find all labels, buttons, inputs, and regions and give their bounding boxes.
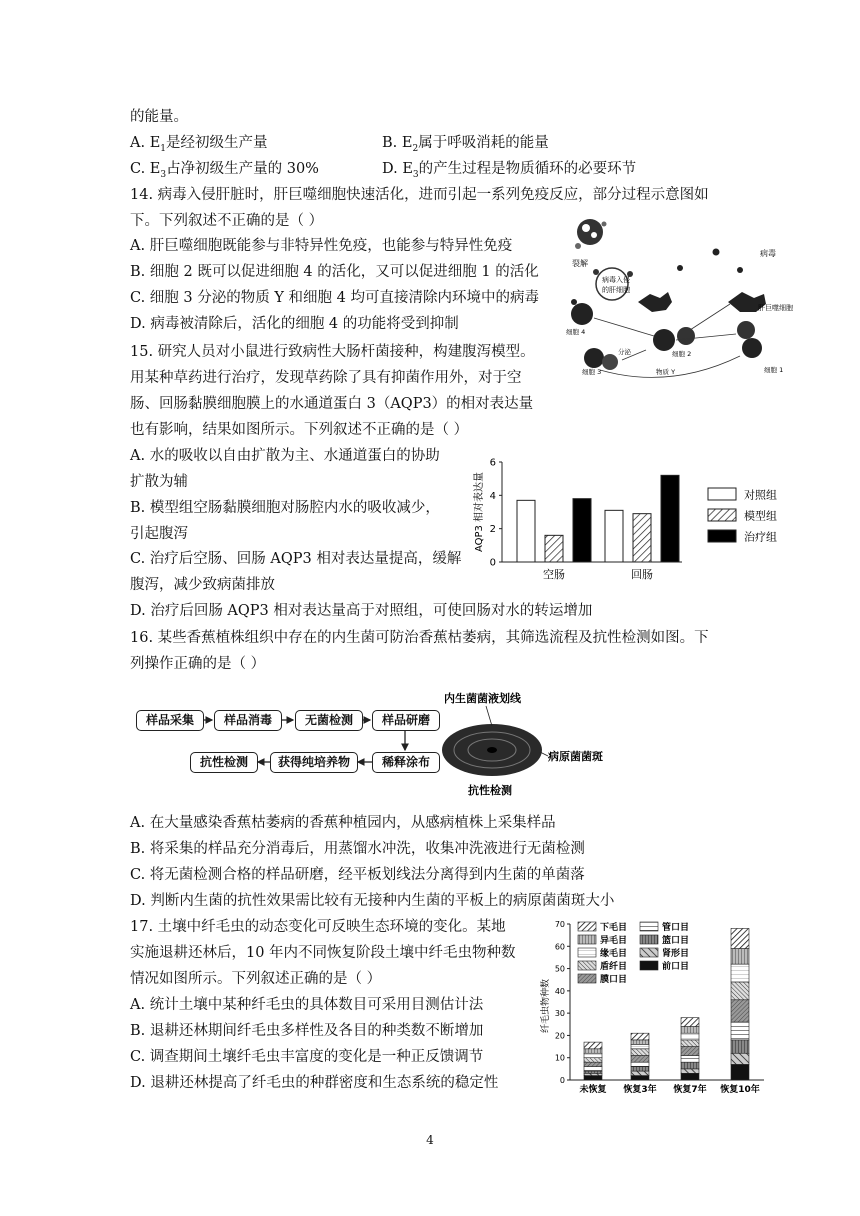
cell-2-icon (653, 329, 675, 351)
q13-stem-tail: 的能量。 (130, 109, 188, 125)
label-infected-1: 病毒入侵 (602, 276, 630, 284)
bar-segment-膜口目-恢复3年 (631, 1055, 649, 1062)
label-cell-1: 细胞 1 (764, 366, 784, 374)
y-tick-label: 4 (489, 490, 496, 502)
y-tick-label: 20 (554, 1031, 565, 1041)
flow-step-dilution-spread: 稀释涂布 (372, 752, 440, 773)
bar-segment-异毛目-未恢复 (584, 1049, 602, 1053)
bar-segment-下毛目-恢复10年 (731, 928, 749, 948)
label-lyse: 裂解 (572, 259, 588, 268)
y-axis-label: 纤毛虫物种数 (541, 978, 551, 1034)
flow-step-sterility-test: 无菌检测 (295, 710, 363, 731)
q14-option-b: B. 细胞 2 既可以促进细胞 4 的活化，又可以促进细胞 1 的活化 (130, 264, 539, 280)
legend-swatch (578, 961, 596, 970)
bar-对照组-回肠 (605, 510, 623, 562)
bar-segment-膜口目-未恢复 (584, 1062, 602, 1066)
bar-segment-下毛目-恢复3年 (631, 1033, 649, 1040)
y-tick-label: 60 (554, 942, 565, 952)
q17-option-c: C. 调查期间土壤纤毛虫丰富度的变化是一种正反馈调节 (130, 1049, 484, 1065)
bar-segment-异毛目-恢复10年 (731, 949, 749, 965)
bar-segment-肾形目-恢复7年 (681, 1069, 699, 1073)
legend-swatch (640, 922, 658, 931)
q16-option-c: C. 将无菌检测合格的样品研磨，经平板划线法分离得到内生菌的单菌落 (130, 867, 585, 883)
page-number: 4 (426, 1133, 434, 1147)
bar-segment-缘毛目-恢复10年 (731, 964, 749, 982)
q17-stem-line1: 17. 土壤中纤毛虫的动态变化可反映生态环境的变化。某地 (130, 919, 506, 935)
cell-1-icon (737, 321, 755, 339)
immune-response-diagram (560, 210, 800, 382)
infected-liver-cell-icon (593, 268, 633, 300)
bar-segment-前口目-未恢复 (584, 1076, 602, 1080)
dish-label-streak: 内生菌菌液划线 (444, 692, 521, 705)
bar-模型组-空肠 (545, 535, 563, 562)
q16-stem-line1: 16. 某些香蕉植株组织中存在的内生菌可防治香蕉枯萎病，其筛选流程及抗性检测如图。下 (130, 630, 709, 646)
label-cell-3: 细胞 3 (582, 368, 602, 376)
y-tick-label: 2 (489, 524, 496, 536)
label-secrete: 分泌 (618, 348, 631, 356)
y-tick-label: 30 (554, 1009, 565, 1019)
legend-swatch (708, 509, 736, 521)
x-category-label: 空肠 (543, 568, 565, 581)
legend-swatch (640, 961, 658, 970)
legend-label: 篮口目 (662, 936, 690, 946)
bar-模型组-回肠 (633, 514, 651, 562)
x-category-label: 回肠 (631, 568, 653, 581)
q14-option-a: A. 肝巨噬细胞既能参与非特异性免疫，也能参与特异性免疫 (130, 238, 513, 254)
q15-stem-line2: 用某种草药进行治疗，发现草药除了具有抑菌作用外，对于空 (130, 370, 522, 386)
q15-stem-line3: 肠、回肠黏膜细胞膜上的水通道蛋白 3（AQP3）的相对表达量 (130, 396, 534, 412)
legend-label: 缘毛目 (600, 949, 628, 959)
label-substance-y: 物质 Y (656, 368, 676, 376)
q15-option-b-line1: B. 模型组空肠黏膜细胞对肠腔内水的吸收减少， (130, 500, 440, 516)
bar-segment-缘毛目-恢复7年 (681, 1033, 699, 1040)
q15-option-a-line2: 扩散为辅 (130, 474, 188, 490)
label-cell-4: 细胞 4 (566, 328, 586, 336)
bar-segment-前口目-恢复7年 (681, 1073, 699, 1080)
bar-segment-肾形目-未恢复 (584, 1073, 602, 1075)
q13-option-b: B. $E_2$属于呼吸消耗的能量 (382, 135, 549, 154)
legend-swatch (640, 935, 658, 944)
legend-swatch (708, 530, 736, 542)
label-cell-2: 细胞 2 (672, 350, 692, 358)
y-tick-label: 0 (559, 1076, 565, 1085)
legend-label: 治疗组 (744, 530, 777, 544)
bar-segment-管口目-未恢复 (584, 1067, 602, 1071)
legend-label: 对照组 (744, 488, 777, 502)
bar-segment-肾形目-恢复3年 (631, 1071, 649, 1075)
legend-swatch (708, 488, 736, 500)
cell-3-icon (584, 348, 604, 368)
bar-segment-异毛目-恢复3年 (631, 1040, 649, 1044)
bar-segment-肾形目-恢复10年 (731, 1053, 749, 1064)
y-tick-label: 70 (554, 920, 565, 929)
q15-option-c-line1: C. 治疗后空肠、回肠 AQP3 相对表达量提高，缓解 (130, 551, 462, 567)
bar-segment-前口目-恢复10年 (731, 1064, 749, 1080)
x-category-label: 恢复3年 (623, 1085, 657, 1095)
q17-option-a: A. 统计土壤中某种纤毛虫的具体数目可采用目测估计法 (130, 997, 484, 1013)
flow-step-sample-disinfection: 样品消毒 (214, 710, 282, 731)
legend-swatch (578, 974, 596, 983)
y-tick-label: 40 (554, 986, 565, 996)
legend-swatch (578, 948, 596, 957)
bar-segment-盾纤目-恢复3年 (631, 1049, 649, 1056)
x-category-label: 恢复7年 (673, 1085, 707, 1095)
legend-label: 模型组 (744, 509, 777, 523)
label-virus: 病毒 (760, 249, 776, 258)
x-category-label: 未恢复 (579, 1085, 607, 1095)
q17-option-d: D. 退耕还林提高了纤毛虫的种群密度和生态系统的稳定性 (130, 1075, 499, 1091)
q14-option-c: C. 细胞 3 分泌的物质 Y 和细胞 4 均可直接清除内环境中的病毒 (130, 290, 539, 306)
arrow-from-macrophage (690, 304, 730, 330)
q15-stem-line4: 也有影响，结果如图所示。下列叙述不正确的是（ ） (130, 422, 469, 438)
aqp3-bar-chart (470, 450, 790, 590)
bar-治疗组-空肠 (573, 499, 591, 562)
legend-label: 下毛目 (600, 923, 628, 933)
cell-4-icon (571, 303, 593, 325)
bar-segment-膜口目-恢复10年 (731, 1000, 749, 1022)
legend-label: 肾形目 (662, 949, 690, 959)
legend-swatch (640, 948, 658, 957)
q14-stem-line1: 14. 病毒入侵肝脏时，肝巨噬细胞快速活化，进而引起一系列免疫反应，部分过程示意图如 (130, 187, 709, 203)
bar-segment-篮口目-恢复3年 (631, 1067, 649, 1071)
q13-option-a: A. $E_1$是经初级生产量 (130, 135, 268, 154)
cell-3b-icon (602, 354, 618, 370)
q15-stem-line1: 15. 研究人员对小鼠进行致病性大肠杆菌接种，构建腹泻模型。 (130, 344, 535, 360)
bar-segment-异毛目-恢复7年 (681, 1027, 699, 1034)
label-macrophage: 肝巨噬细胞 (758, 304, 793, 312)
leader-line-streak (486, 706, 492, 726)
y-axis-label: AQP3 相对表达量 (474, 471, 485, 553)
flow-step-sample-collection: 样品采集 (136, 710, 204, 731)
legend-label: 膜口目 (600, 975, 628, 985)
cell-1b-icon (742, 338, 762, 358)
bar-segment-篮口目-未恢复 (584, 1071, 602, 1073)
bar-治疗组-回肠 (661, 475, 679, 562)
q14-stem-line2: 下。下列叙述不正确的是（ ） (130, 213, 324, 229)
q16-option-d: D. 判断内生菌的抗性效果需比较有无接种内生菌的平板上的病原菌菌斑大小 (130, 893, 615, 909)
legend-label: 前口目 (662, 962, 690, 972)
dish-label-pathogen: 病原菌菌斑 (548, 750, 603, 763)
q16-option-a: A. 在大量感染香蕉枯萎病的香蕉种植园内，从感病植株上采集样品 (130, 815, 556, 831)
bar-segment-缘毛目-恢复3年 (631, 1044, 649, 1048)
legend-label: 盾纤目 (600, 962, 628, 972)
q17-option-b: B. 退耕还林期间纤毛虫多样性及各目的种类数不断增加 (130, 1023, 484, 1039)
label-infected-2: 的肝细胞 (602, 286, 630, 294)
macrophage-icon (638, 292, 766, 312)
bar-segment-膜口目-恢复7年 (681, 1047, 699, 1056)
bar-segment-缘毛目-未恢复 (584, 1053, 602, 1057)
bar-segment-下毛目-恢复7年 (681, 1018, 699, 1027)
bar-segment-管口目-恢复3年 (631, 1062, 649, 1066)
y-tick-label: 10 (554, 1053, 565, 1063)
q13-option-c: C. $E_3$占净初级生产量的 30% (130, 161, 319, 180)
q16-stem-line2: 列操作正确的是（ ） (130, 656, 266, 672)
arrow-to-cell4 (594, 318, 654, 336)
lysing-cell-icon (575, 219, 607, 249)
q17-stem-line3: 情况如图所示。下列叙述正确的是（ ） (130, 971, 382, 987)
bar-segment-篮口目-恢复7年 (681, 1062, 699, 1069)
dish-label-resistance: 抗性检测 (468, 784, 512, 797)
bar-segment-盾纤目-未恢复 (584, 1058, 602, 1062)
flow-step-grinding: 样品研磨 (372, 710, 440, 731)
flow-step-pure-culture: 获得纯培养物 (270, 752, 358, 773)
cell-2b-icon (677, 327, 695, 345)
resistance-test-dish (436, 690, 616, 802)
q15-option-b-line2: 引起腹泻 (130, 526, 188, 542)
bar-segment-下毛目-未恢复 (584, 1042, 602, 1049)
legend-swatch (578, 935, 596, 944)
q17-stem-line2: 实施退耕还林后，10 年内不同恢复阶段土壤中纤毛虫物种数 (130, 945, 516, 961)
q15-option-a-line1: A. 水的吸收以自由扩散为主、水通道蛋白的协助 (130, 448, 440, 464)
flowchart-arrows (130, 700, 460, 790)
q16-option-b: B. 将采集的样品充分消毒后，用蒸馏水冲洗，收集冲洗液进行无菌检测 (130, 841, 585, 857)
bar-segment-管口目-恢复10年 (731, 1022, 749, 1040)
legend-label: 异毛目 (600, 936, 628, 946)
y-tick-label: 0 (489, 557, 496, 569)
flow-step-resistance-test: 抗性检测 (190, 752, 258, 773)
q15-option-c-line2: 腹泻，减少致病菌排放 (130, 577, 275, 593)
ciliate-stacked-bar-chart (540, 910, 770, 1100)
legend-label: 管口目 (662, 923, 690, 933)
bar-segment-前口目-恢复3年 (631, 1076, 649, 1080)
bar-对照组-空肠 (517, 500, 535, 562)
q15-option-d: D. 治疗后回肠 AQP3 相对表达量高于对照组，可使回肠对水的转运增加 (130, 603, 593, 619)
q14-option-d: D. 病毒被清除后，活化的细胞 4 的功能将受到抑制 (130, 316, 459, 332)
x-category-label: 恢复10年 (720, 1085, 760, 1095)
bar-segment-篮口目-恢复10年 (731, 1040, 749, 1053)
y-tick-label: 6 (489, 457, 496, 469)
q13-option-d: D. $E_3$的产生过程是物质循环的必要环节 (382, 161, 637, 180)
y-tick-label: 50 (554, 964, 565, 974)
bar-segment-管口目-恢复7年 (681, 1055, 699, 1062)
pathogen-spot (487, 747, 497, 753)
bar-segment-盾纤目-恢复10年 (731, 982, 749, 1000)
bar-segment-盾纤目-恢复7年 (681, 1040, 699, 1047)
legend-swatch (578, 922, 596, 931)
